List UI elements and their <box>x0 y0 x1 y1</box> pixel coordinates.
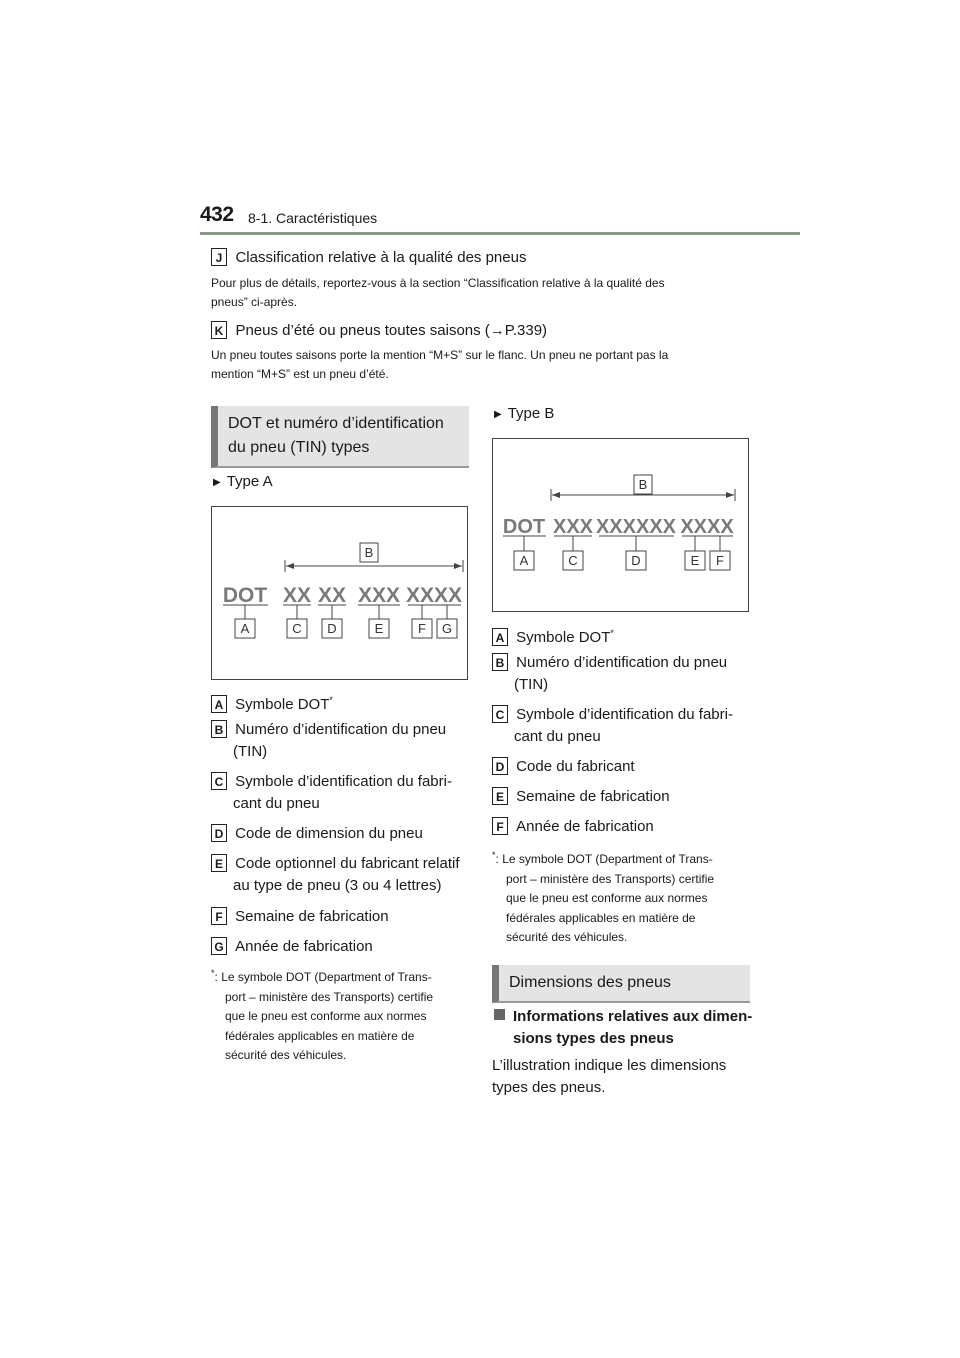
list-item <box>211 719 471 771</box>
group-xxxxxx: XXXXXX <box>595 516 677 538</box>
letter-a: A <box>240 621 250 636</box>
footnote-mark: * <box>211 968 215 978</box>
item-label: B <box>492 653 508 671</box>
footnote-line: fédérales applicables en matière de <box>225 1028 415 1043</box>
footnote-line: fédérales applicables en matière de <box>506 910 696 925</box>
text-line: Un pneu toutes saisons porte la mention “M+S” sur le flanc. Un pneu ne portant pas la <box>211 348 669 362</box>
item-label: F <box>492 817 508 835</box>
letter-f: F <box>418 621 426 636</box>
paragraph-line: L’illustration indique les dimensions <box>492 1057 727 1074</box>
item-text: Symbole DOT <box>235 696 330 713</box>
item-text: Semaine de fabrication <box>235 908 389 925</box>
group-dot: DOT <box>502 516 546 538</box>
item-text: Numéro d’identification du pneu <box>516 654 728 671</box>
group-xxx: XXX <box>552 516 594 538</box>
left-item-list <box>211 689 471 964</box>
subheading-line: sions types des pneus <box>513 1030 674 1047</box>
item-k-title: Pneus d’été ou pneus toutes saisons (→P.339) <box>235 322 548 339</box>
square-bullet-icon <box>494 1009 505 1020</box>
letter-c: C <box>292 621 302 636</box>
item-text-cont: (TIN) <box>233 743 268 760</box>
group-xxx: XXX <box>357 584 401 607</box>
subheading-dimensions <box>494 1006 754 1050</box>
label-j: J <box>211 248 227 266</box>
item-label: E <box>211 854 227 872</box>
item-text: Année de fabrication <box>235 938 373 955</box>
item-label: D <box>211 824 227 842</box>
item-text: Année de fabrication <box>516 818 654 835</box>
footnote-line: port – ministère des Transports) certifie <box>506 871 715 886</box>
footnote-mark: * <box>492 850 496 860</box>
item-text-cont: (TIN) <box>514 676 549 693</box>
right-item-list <box>492 622 754 844</box>
item-text-cont: cant du pneu <box>514 728 601 745</box>
item-k <box>211 321 547 340</box>
heading-line: DOT et numéro d’identification <box>228 415 444 432</box>
list-item <box>492 816 754 844</box>
letter-d: D <box>631 553 641 568</box>
group-xxxx: XXXX <box>680 516 734 538</box>
item-text: Code du fabricant <box>516 758 635 775</box>
item-label: F <box>211 907 227 925</box>
item-label: D <box>492 757 508 775</box>
header-rule <box>200 232 800 235</box>
item-text: Semaine de fabrication <box>516 788 670 805</box>
footnote-line: Le symbole DOT (Department of Trans- <box>221 970 432 984</box>
footnote-line: sécurité des véhicules. <box>225 1048 347 1062</box>
type-b-label <box>494 403 554 426</box>
footnote-line: sécurité des véhicules. <box>506 930 628 944</box>
right-footnote: *: Le symbole DOT (Department of Trans- port – ministère des Transports) certifie que le pneu est conforme aux normes fédérales applicables en matière de sécurité des véhicules. <box>492 846 754 948</box>
footnote-mark: * <box>610 628 614 638</box>
item-text-cont: cant du pneu <box>233 795 320 812</box>
group-xxxx: XXXX <box>405 584 463 607</box>
list-item <box>492 786 754 816</box>
item-j-title: Classification relative à la qualité des pneus <box>235 249 527 266</box>
figure-type-a <box>211 506 468 680</box>
item-j-text <box>211 274 665 312</box>
figure-type-b <box>492 438 749 612</box>
letter-g: G <box>441 621 453 636</box>
triangle-icon: ▶ <box>494 409 502 420</box>
item-text: Code de dimension du pneu <box>235 825 423 842</box>
item-label: A <box>211 695 227 713</box>
list-item <box>211 771 471 823</box>
group-xx-1: XX <box>282 584 312 607</box>
list-item <box>492 652 754 704</box>
list-item <box>211 823 471 853</box>
item-label: B <box>211 720 227 738</box>
item-text-cont: au type de pneu (3 ou 4 lettres) <box>233 877 442 894</box>
item-text: Symbole d’identification du fabri- <box>516 706 733 723</box>
group-dot: DOT <box>222 584 268 607</box>
list-item <box>492 704 754 756</box>
footnote-line: que le pneu est conforme aux normes <box>225 1009 427 1023</box>
letter-f: F <box>716 553 724 568</box>
item-label: G <box>211 937 227 955</box>
item-text: Symbole d’identification du fabri- <box>235 773 452 790</box>
section-title: 8-1. Caractéristiques <box>248 210 378 226</box>
list-item <box>211 906 471 936</box>
tin-diagram-type-a <box>212 507 467 679</box>
list-item <box>211 689 471 719</box>
letter-c: C <box>568 553 578 568</box>
subheading-line: Informations relatives aux dimen- <box>513 1008 753 1025</box>
letter-e: E <box>690 553 700 568</box>
list-item <box>492 756 754 786</box>
heading-line: Dimensions des pneus <box>509 974 671 991</box>
text-line: Pour plus de détails, reportez-vous à la section “Classification relative à la qualité des <box>211 276 665 290</box>
paragraph-line: types des pneus. <box>492 1079 606 1096</box>
page-number: 432 <box>200 203 234 226</box>
footnote-line: que le pneu est conforme aux normes <box>506 891 708 905</box>
list-item <box>211 853 471 906</box>
letter-b: B <box>364 545 374 560</box>
type-b-text: Type B <box>507 405 555 422</box>
heading-dot-tin <box>211 406 469 468</box>
letter-a: A <box>519 553 529 568</box>
item-text: Symbole DOT <box>516 629 611 646</box>
heading-line: du pneu (TIN) types <box>228 439 370 456</box>
type-a-text: Type A <box>226 473 273 490</box>
item-label: C <box>211 772 227 790</box>
tin-diagram-type-b <box>493 439 748 611</box>
item-text: Code optionnel du fabricant relatif <box>235 855 460 872</box>
item-label: C <box>492 705 508 723</box>
left-footnote: *: Le symbole DOT (Department of Trans- port – ministère des Transports) certifie que le pneu est conforme aux normes fédérales applicables en matière de sécurité des véhicules. <box>211 964 471 1066</box>
letter-b: B <box>638 477 648 492</box>
item-label: A <box>492 628 508 646</box>
triangle-icon: ▶ <box>213 477 221 488</box>
type-a-label <box>213 471 273 494</box>
text-line: pneus” ci-après. <box>211 295 298 309</box>
footnote-mark: * <box>329 695 333 705</box>
label-k: K <box>211 321 227 339</box>
item-label: E <box>492 787 508 805</box>
item-j <box>211 248 526 267</box>
letter-d: D <box>327 621 337 636</box>
text-line: mention “M+S” est un pneu d’été. <box>211 367 389 381</box>
footnote-line: port – ministère des Transports) certifie <box>225 989 434 1004</box>
item-k-text <box>211 346 668 384</box>
heading-tire-dimensions <box>492 965 750 1003</box>
paragraph-dimensions <box>492 1055 754 1099</box>
footnote-line: Le symbole DOT (Department of Trans- <box>502 852 713 866</box>
list-item <box>211 936 471 964</box>
item-text: Numéro d’identification du pneu <box>235 721 447 738</box>
list-item <box>492 622 754 652</box>
group-xx-2: XX <box>317 584 347 607</box>
letter-e: E <box>374 621 384 636</box>
